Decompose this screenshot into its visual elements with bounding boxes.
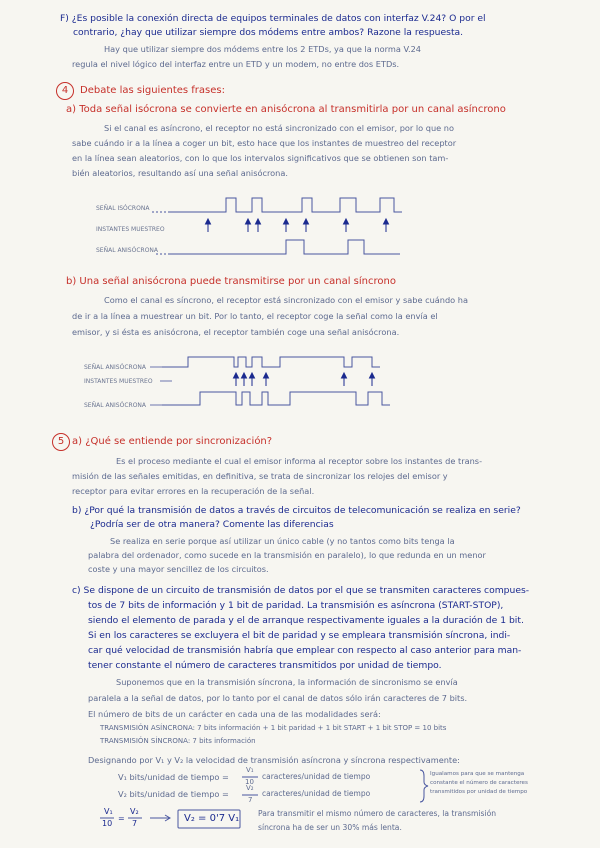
diagram1-sampling-arrow: [246, 219, 251, 232]
answer-4b-line1: Como el canal es síncrono, el receptor está sincronizado con el emisor y sabe cuándo ha: [104, 295, 469, 305]
diagram2-anisochronous-top-waveform: [162, 357, 380, 367]
diagram1-label-anisochronous: SEÑAL ANISÓCRONA: [96, 247, 159, 254]
question-f-line2: contrario, ¿hay que utilizar siempre dos módems entre ambos? Razone la respuesta.: [73, 27, 464, 38]
diagram2-sampling-arrow: [250, 373, 255, 386]
answer-f-line1: Hay que utilizar siempre dos módems entre los 2 ETDs, ya que la norma V.24: [104, 44, 422, 54]
answer-5c-line1: Suponemos que en la transmisión síncrona, la información de sincronismo se envía: [116, 677, 458, 687]
answer-4a-line2: sabe cuándo ir a la línea a coger un bit, esto hace que los instantes de muestreo del receptor: [72, 138, 457, 148]
equation-den1: 10: [102, 819, 113, 828]
answer-4a-line3: en la línea sean aleatorios, con lo que los intervalos significativos que se obtienen son tam-: [72, 153, 449, 163]
diagram1-label-sampling: INSTANTES MUESTREO: [96, 226, 165, 233]
v2-relation-right: caracteres/unidad de tiempo: [262, 789, 371, 798]
question-5c-line3: siendo el elemento de parada y el de arranque respectivamente iguales a la duración de 1 bit.: [88, 615, 524, 626]
diagram1-label-isochronous: SEÑAL ISÓCRONA: [96, 205, 150, 212]
answer-5c-line2: paralela a la señal de datos, por lo tanto por el canal de datos sólo irán caracteres de 7 bits.: [88, 693, 468, 703]
answer-4b-line2: de ir a la línea a muestrear un bit. Por lo tanto, el receptor coge la señal como la envía el: [72, 311, 438, 321]
question-5c-line2: tos de 7 bits de información y 1 bit de paridad. La transmisión es asíncrona (START-STOP),: [88, 600, 504, 611]
section-4-title: Debate las siguientes frases:: [80, 85, 225, 96]
diagram1-sampling-arrow: [284, 219, 289, 232]
v1-fraction-denominator: 10: [245, 778, 254, 786]
question-f-line1: F) ¿Es posible la conexión directa de equipos terminales de datos con interfaz V.24? O por el: [60, 13, 486, 24]
answer-5a-line3: receptor para evitar errores en la recuperación de la señal.: [72, 486, 315, 496]
answer-f-line2: regula el nivel lógico del interfaz entre un ETD y un modem, no entre dos ETDs.: [72, 59, 400, 69]
question-5c-line4: Si en los caracteres se excluyera el bit de paridad y se empleara transmisión síncrona, indi-: [88, 630, 511, 641]
question-5c-line6: tener constante el número de caracteres transmitidos por unidad de tiempo.: [88, 660, 442, 671]
question-5c-line1: c) Se dispone de un circuito de transmisión de datos por el que se transmiten caracteres compues-: [72, 585, 530, 596]
diagram1-sampling-arrow: [206, 219, 211, 232]
relation-brace: [420, 770, 428, 802]
question-5a: a) ¿Qué se entiende por sincronización?: [72, 436, 273, 447]
v1-relation-left: V₁ bits/unidad de tiempo =: [118, 772, 229, 782]
v1-relation-right: caracteres/unidad de tiempo: [262, 772, 371, 781]
diagram1-isochronous-waveform: [168, 198, 402, 212]
answer-5a-line2: misión de las señales emitidas, en definitiva, se trata de sincronizar los relojes del emisor y: [72, 471, 448, 481]
question-5c-line5: car qué velocidad de transmisión habría que emplear con respecto al caso anterior para man-: [88, 645, 522, 656]
equation-arrow: [150, 815, 170, 821]
brace-note-line2: constante el número de caracteres: [430, 780, 528, 786]
diagram2-label-sampling: INSTANTES MUESTREO: [84, 378, 153, 385]
designation-line: Designando por V₁ y V₂ la velocidad de transmisión asíncrona y síncrona respectivamente:: [88, 755, 460, 765]
bits-synchronous: TRANSMISIÓN SÍNCRONA: 7 bits información: [100, 737, 256, 745]
section-5-number: 5: [52, 433, 70, 451]
diagram1-anisochronous-waveform: [170, 240, 400, 254]
diagram2-anisochronous-bottom-waveform: [162, 392, 390, 405]
conclusion-line2: síncrona ha de ser un 30% más lenta.: [258, 823, 402, 832]
answer-4b-line3: emisor, y si ésta es anisócrona, el receptor también coge una señal anisócrona.: [72, 327, 400, 337]
diagram2-label-anisochronous-top: SEÑAL ANISÓCRONA: [84, 364, 147, 371]
bits-asynchronous: TRANSMISIÓN ASÍNCRONA: 7 bits información + 1 bit paridad + 1 bit START + 1 bit STOP = 10 bits: [100, 724, 447, 732]
question-5b-line1: b) ¿Por qué la transmisión de datos a través de circuitos de telecomunicación se realiza en serie?: [72, 505, 521, 516]
result-box: [178, 810, 240, 828]
answer-5c-line3: El número de bits de un carácter en cada una de las modalidades será:: [88, 709, 381, 719]
answer-5a-line1: Es el proceso mediante el cual el emisor informa al receptor sobre los instantes de trans-: [116, 456, 483, 466]
result-box-text: V₂ = 0'7 V₁: [184, 813, 240, 824]
equation-den2: 7: [132, 819, 138, 828]
v2-fraction-denominator: 7: [248, 796, 253, 804]
answer-4a-line1: Si el canal es asíncrono, el receptor no está sincronizado con el emisor, por lo que no: [104, 123, 454, 133]
answer-5b-line3: coste y una mayor sencillez de los circuitos.: [88, 564, 269, 574]
v1-fraction-numerator: V₁: [246, 766, 254, 774]
v2-fraction-numerator: V₂: [246, 784, 254, 792]
answer-5b-line1: Se realiza en serie porque así utilizar un único cable (y no tantos como bits tenga la: [110, 536, 455, 546]
answer-5b-line2: palabra del ordenador, como sucede en la transmisión en paralelo), lo que redunda en un menor: [88, 550, 486, 560]
brace-note-line1: Igualamos para que se mantenga: [430, 771, 525, 777]
diagram2-sampling-arrow: [234, 373, 239, 386]
conclusion-line1: Para transmitir el mismo número de caracteres, la transmisión: [258, 809, 497, 818]
question-5b-line2: ¿Podría ser de otra manera? Comente las diferencias: [90, 519, 334, 530]
section-4-number: 4: [56, 82, 74, 100]
v2-relation-left: V₂ bits/unidad de tiempo =: [118, 789, 229, 799]
question-4a: a) Toda señal isócrona se convierte en anisócrona al transmitirla por un canal asíncrono: [66, 104, 506, 115]
equation-num2: V₂: [130, 807, 139, 816]
brace-note-line3: transmitidos por unidad de tiempo: [430, 789, 528, 795]
diagram2-sampling-arrow: [242, 373, 247, 386]
diagram2-sampling-arrow: [370, 373, 375, 386]
diagram1-sampling-arrow: [344, 219, 349, 232]
diagram2-label-anisochronous-bottom: SEÑAL ANISÓCRONA: [84, 402, 147, 409]
diagram1-sampling-arrow: [384, 219, 389, 232]
diagram1-sampling-arrow: [256, 219, 261, 232]
diagram2-sampling-arrow: [264, 373, 269, 386]
equation-num1: V₁: [104, 807, 113, 816]
diagram2-sampling-arrow: [342, 373, 347, 386]
question-4b: b) Una señal anisócrona puede transmitirse por un canal síncrono: [66, 276, 396, 287]
equation-equals: =: [118, 814, 125, 823]
answer-4a-line4: bién aleatorios, resultando así una señal anisócrona.: [72, 168, 288, 178]
diagram1-sampling-arrow: [304, 219, 309, 232]
